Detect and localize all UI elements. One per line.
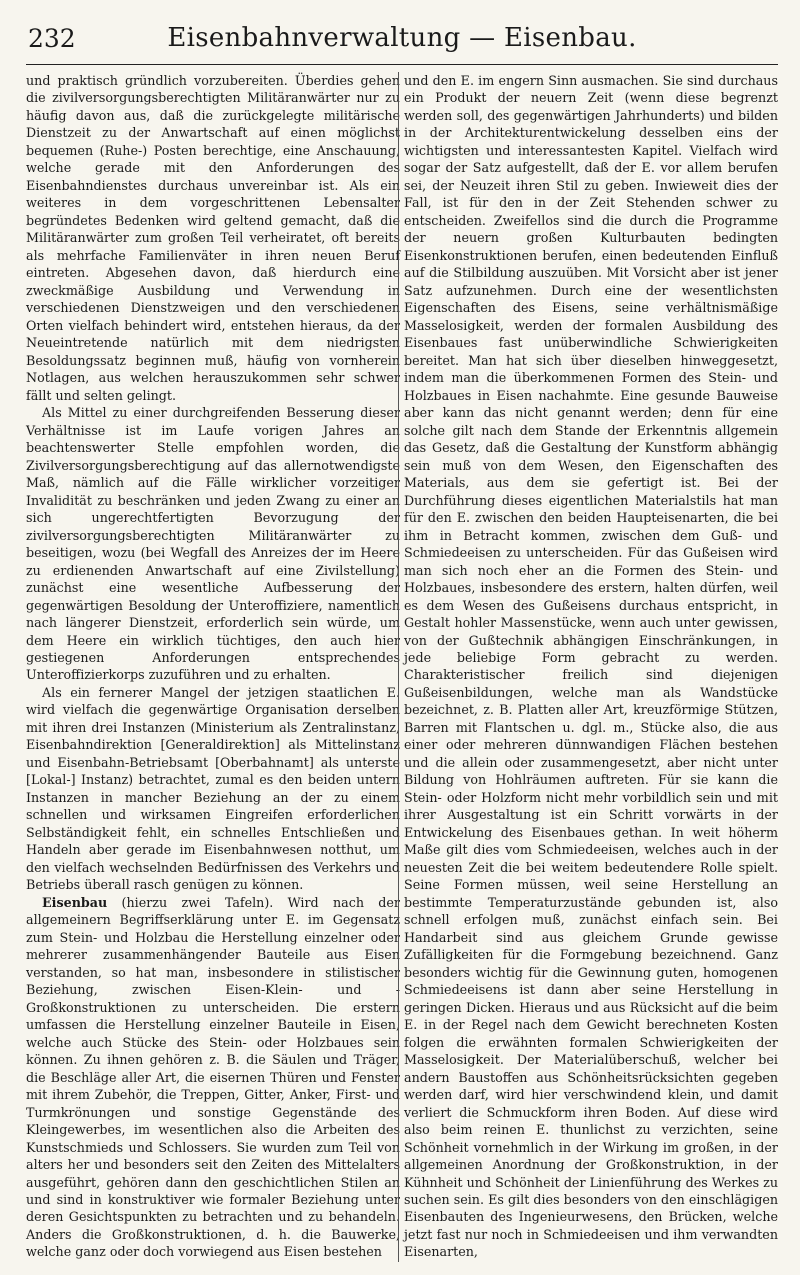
- paragraph: und praktisch gründlich vorzubereiten. Überdies gehen die zivilversorgungsberechtigten Militäranwärter nur zu häufig davon aus, daß die zurückgelegte militärische Dienstzeit zu der Anwartschaft auf einen möglichst bequemen (Ruhe-) Posten berechtige, eine Anschauung, welche gerade mit den Anforderungen des Eisenbahndienstes durchaus unvereinbar ist. Als ein weiteres in dem vorgeschrittenen Lebensalter begründetes Bedenken wird geltend gemacht, daß die Militäranwärter zum großen Teil verheiratet, oft bereits als mehrfache Familienväter in ihren neuen Beruf eintreten. Abgesehen davon, daß hierdurch eine zweckmäßige Ausbildung und Verwendung in verschiedenen Dienstzweigen und den verschiedenen Orten vielfach behindert wird, entstehen hieraus, da der Neueintretende natürlich mit dem niedrigsten Besoldungssatz beginnen muß, häufig von vornherein Notlagen, aus welchen herauszukommen sehr schwer fällt und selten gelingt.: [26, 73, 400, 403]
- article-headword: Eisenbau: [42, 894, 108, 910]
- paragraph: Als Mittel zu einer durchgreifenden Besserung dieser Verhältnisse ist im Laufe vorigen Jahres an beachtenswerter Stelle empfohlen worden, die Zivilversorgungsberechtigung auf das allernotwendigste Maß, nämlich auf die Fälle wirklicher vorzeitiger Invalidität zu beschränken und jeden Zwang zu einer an sich ungerechtfertigten Bevorzugung der zivilversorgungsberechtigten Militäranwärter zu beseitigen, wozu (bei Wegfall des Anreizes der im Heere zu erdienenden Anwartschaft auf eine Zivilstellung) zunächst eine wesentliche Aufbesserung der gegenwärtigen Besoldung der Unteroffiziere, namentlich nach längerer Dienstzeit, erforderlich sein würde, um dem Heere ein wirklich tüchtiges, den auch hier gestiegenen Anforderungen entsprechendes Unteroffizierkorps zuzuführen und zu erhalten.: [26, 405, 400, 683]
- paragraph: Als ein fernerer Mangel der jetzigen staatlichen E. wird vielfach die gegenwärtige Organisation derselben mit ihren drei Instanzen (Ministerium als Zentralinstanz, Eisenbahndirektion [Generaldirektion] als Mittelinstanz und Eisenbahn-Betriebsamt [Oberbahnamt] als unterste [Lokal-] Instanz) betrachtet, zumal es den beiden untern Instanzen in mancher Beziehung an der zu einem schnellen und wirksamen Eingreifen erforderlichen Selbständigkeit fehlt, ein schnelles Entschließen und Handeln aber gerade im Eisenbahnwesen notthut, um den vielfach wechselnden Bedürfnissen des Verkehrs und Betriebs überall rasch genügen zu können.: [26, 684, 400, 893]
- column-divider: [398, 72, 399, 1262]
- left-column: [26, 72, 400, 1261]
- page-number: 232: [28, 24, 76, 53]
- running-title: Eisenbahnverwaltung — Eisenbau.: [167, 23, 637, 53]
- paragraph: und den E. im engern Sinn ausmachen. Sie sind durchaus ein Produkt der neuern Zeit (wenn diese begrenzt werden soll, des gegenwärtigen Jahrhunderts) und bilden in der Architekturentwickelung desselben eins der wichtigsten und interessantesten Kapitel. Vielfach wird sogar der Satz aufgestellt, daß der E. vor allem berufen sei, der Neuzeit ihren Stil zu geben. Inwieweit dies der Fall, ist für den in der Zeit Stehenden schwer zu entscheiden. Zweifellos sind die durch die Programme der neuern großen Kulturbauten bedingten Eisenkonstruktionen berufen, einen bedeutenden Einfluß auf die Stilbildung auszuüben. Mit Vorsicht aber ist jener Satz aufzunehmen. Durch eine der wesentlichsten Eigenschaften des Eisens, seine verhältnismäßige Masselosigkeit, werden der formalen Ausbildung des Eisenbaues fast unüberwindliche Schwierigkeiten bereitet. Man hat sich über dieselben hinweggesetzt, indem man die überkommenen Formen des Stein- und Holzbaues in Eisen nachahmte. Eine gesunde Bauweise aber kann das nicht genannt werden; denn für eine solche gilt nach dem Stande der Erkenntnis allgemein das Gesetz, daß die Gestaltung der Kunstform abhängig sein muß von dem Wesen, den Eigenschaften des Materials, aus dem sie gefertigt ist. Bei der Durchführung dieses eigentlichen Materialstils hat man für den E. zwischen den beiden Haupteisenarten, die bei ihm in Betracht kommen, zwischen dem Guß- und Schmiedeeisen zu unterscheiden. Für das Gußeisen wird man sich noch eher an die Formen des Stein- und Holzbaues, insbesondere des erstern, halten dürfen, weil es dem Wesen des Gußeisens durchaus entspricht, in Gestalt hohler Massenstücke, wenn auch unter gewissen, von der Gußtechnik abhängigen Einschränkungen, in jede beliebige Form gebracht zu werden. Charakteristischer freilich sind diejenigen Gußeisenbildungen, welche man als Wandstücke bezeichnet, z. B. Platten aller Art, kreuzförmige Stützen, Barren mit Flantschen u. dgl. m., Stücke also, die aus einer oder mehreren dünnwandigen Flächen bestehen und die allein oder zusammengesetzt, aber nicht unter Bildung von Hohlräumen auftreten. Für sie kann die Stein- oder Holzform nicht mehr vorbildlich sein und mit ihrer Ausgestaltung ist ein Schritt vorwärts in der Entwickelung des Eisenbaues gethan. In weit höherm Maße gilt dies vom Schmiedeeisen, welches auch in der neuesten Zeit die bei weitem bedeutendere Rolle spielt. Seine Formen müssen, weil seine Herstellung an bestimmte Temperaturzustände gebunden ist, also schnell erfolgen muß, zunächst einfach sein. Bei Handarbeit sind aus gleichem Grunde gewisse Zufälligkeiten für die Formgebung bezeichnend. Ganz besonders wichtig für die Gewinnung guten, homogenen Schmiedeeisens ist dann aber seine Herstellung in geringen Dicken. Hieraus und aus Rücksicht auf die beim E. in der Regel nach dem Gewicht berechneten Kosten folgen die erwähnten formalen Schwierigkeiten der Masselosigkeit. Der Materialüberschuß, welcher bei andern Baustoffen aus Schönheitsrücksichten gegeben werden darf, wird hier verschwindend klein, und damit verliert die Schmuckform ihren Boden. Auf diese wird also beim reinen E. thunlichst zu verzichten, seine Schönheit vornehmlich in der Wirkung im großen, in der allgemeinen Anordnung der Großkonstruktion, in der Kühnheit und Schönheit der Linienführung des Werkes zu suchen sein. Es gilt dies besonders von den einschlägigen Eisenbauten des Ingenieurwesens, den Brücken, welche jetzt fast nur noch in Schmiedeeisen und ihm verwandten Eisenarten,: [404, 73, 778, 1260]
- article-paragraph: [26, 894, 400, 1261]
- page-header: [26, 20, 778, 65]
- right-column: [404, 72, 778, 1261]
- article-text: (hierzu zwei Tafeln). Wird nach der allgemeinern Begriffserklärung unter E. im Gegensatz zum Stein- und Holzbau die Herstellung einzelner oder mehrerer zusammenhängender Bauteile aus Eisen verstanden, so hat man, insbesondere in stilistischer Beziehung, zwischen Eisen-Klein- und -Großkonstruktionen zu unterscheiden. Die erstern umfassen die Herstellung einzelner Bauteile in Eisen, welche auch Stücke des Stein- oder Holzbaues sein können. Zu ihnen gehören z. B. die Säulen und Träger, die Beschläge aller Art, die eisernen Thüren und Fenster mit ihrem Zubehör, die Treppen, Gitter, Anker, First- und Turmkrönungen und sonstige Gegenstände des Kleingewerbes, im wesentlichen also die Arbeiten des Kunstschmieds und Schlossers. Sie wurden zum Teil von alters her und besonders seit den Zeiten des Mittelalters ausgeführt, gehören dann den geschichtlichen Stilen an und sind in konstruktiver wie formaler Beziehung unter deren Gesichtspunkten zu betrachten und zu behandeln. Anders die Großkonstruktionen, d. h. die Bauwerke, welche ganz oder doch vorwiegend aus Eisen bestehen: [26, 894, 400, 1260]
